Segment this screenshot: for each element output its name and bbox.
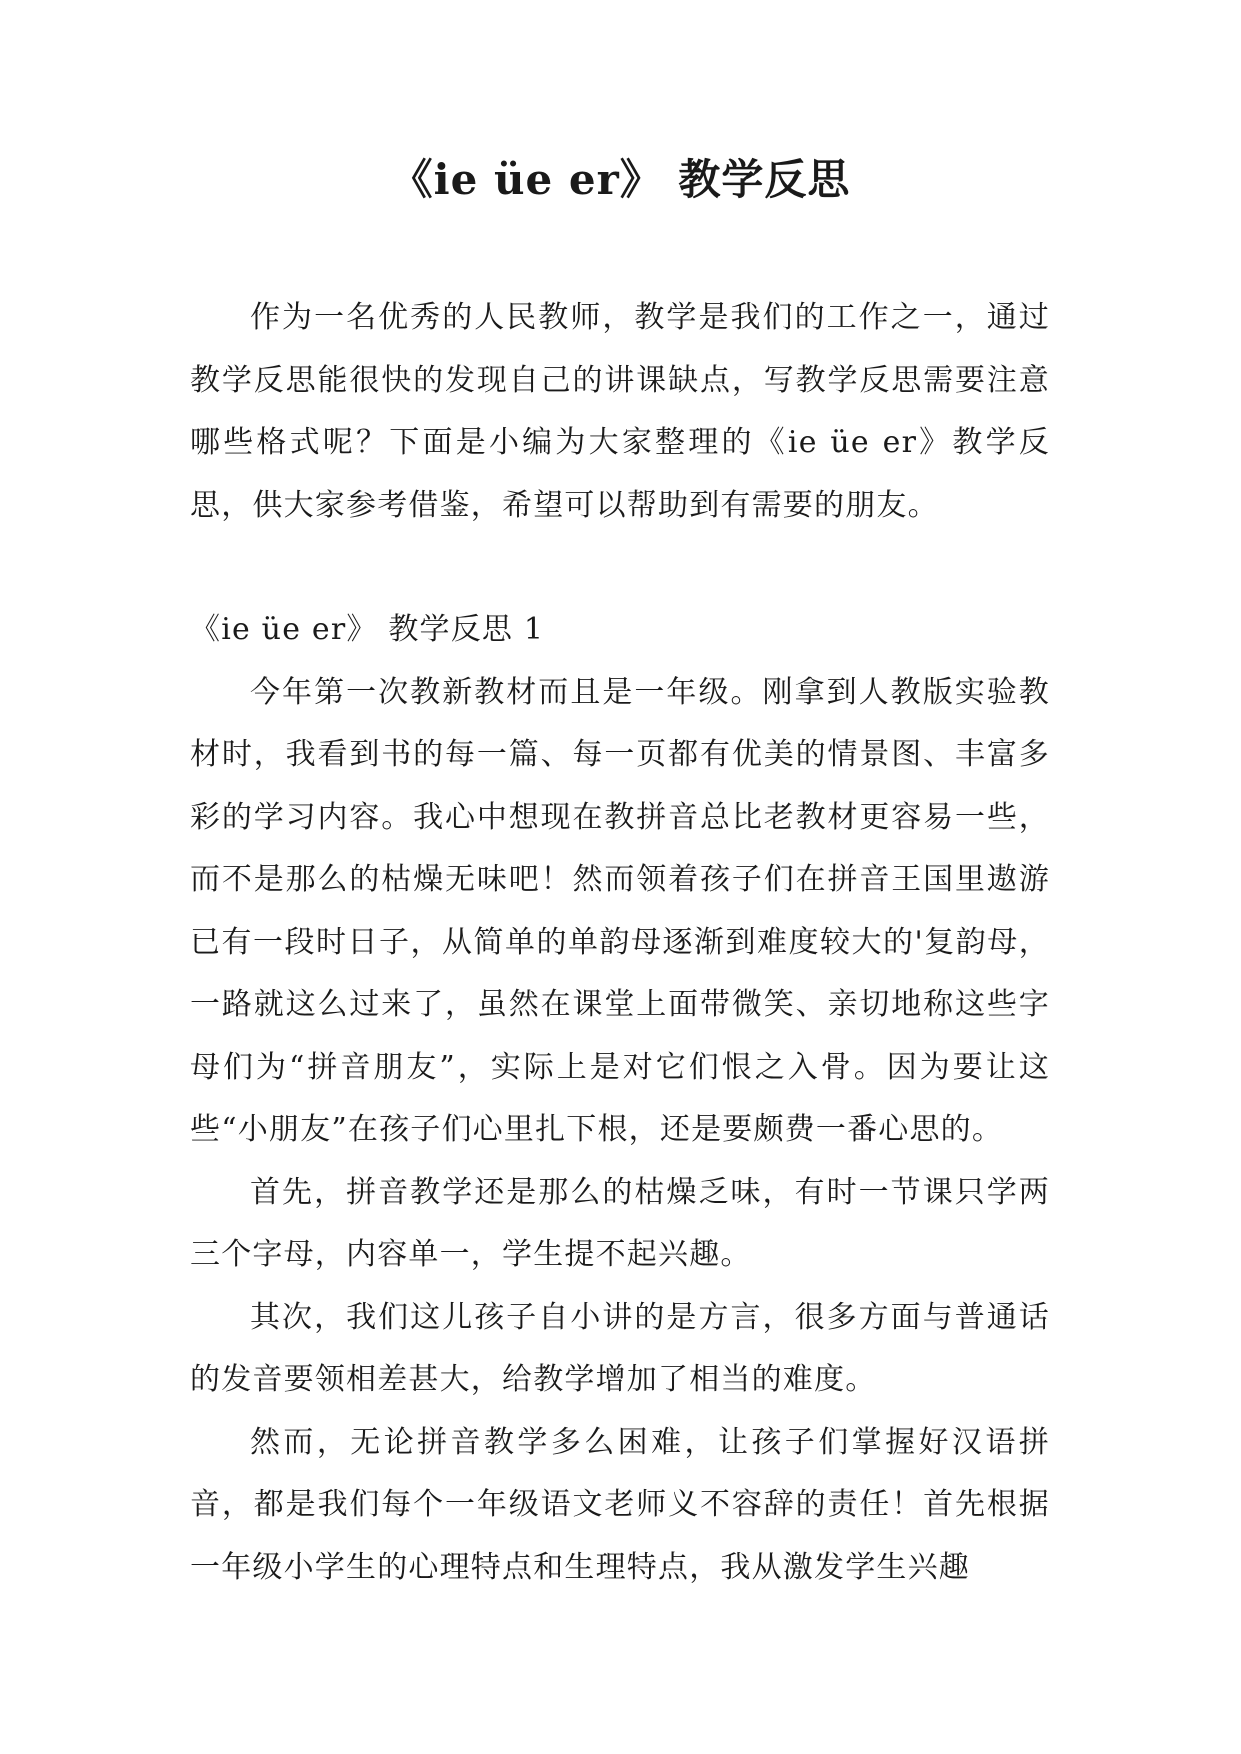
document-title: 《ie üe er》 教学反思: [390, 155, 851, 204]
intro-paragraph: 作为一名优秀的人民教师，教学是我们的工作之一，通过教学反思能很快的发现自己的讲课缺点，写教学反思需要注意哪些格式呢？下面是小编为大家整理的《ie üe er》教学反思，供大家参考借鉴，希望可以帮助到有需要的朋友。: [190, 300, 1050, 523]
body-paragraph: 其次，我们这儿孩子自小讲的是方言，很多方面与普通话的发音要领相差甚大，给教学增加了相当的难度。: [190, 1299, 1050, 1397]
body-paragraph: 然而，无论拼音教学多么困难，让孩子们掌握好汉语拼音，都是我们每个一年级语文老师义不容辞的责任！首先根据一年级小学生的心理特点和生理特点，我从激发学生兴趣: [190, 1424, 1050, 1585]
document-body: [190, 287, 1050, 1599]
body-paragraph: 首先，拼音教学还是那么的枯燥乏味，有时一节课只学两三个字母，内容单一，学生提不起兴趣。: [190, 1174, 1050, 1272]
section-heading: 《ie üe er》 教学反思 1: [190, 612, 545, 647]
body-paragraph: 今年第一次教新教材而且是一年级。刚拿到人教版实验教材时，我看到书的每一篇、每一页都有优美的情景图、丰富多彩的学习内容。我心中想现在教拼音总比老教材更容易一些，而不是那么的枯燥无味吧！然而领着孩子们在拼音王国里遨游已有一段时日子，从简单的单韵母逐渐到难度较大的'复韵母，一路就这么过来了，虽然在课堂上面带微笑、亲切地称这些字母们为“拼音朋友”，实际上是对它们恨之入骨。因为要让这些“小朋友”在孩子们心里扎下根，还是要颇费一番心思的。: [190, 674, 1050, 1147]
